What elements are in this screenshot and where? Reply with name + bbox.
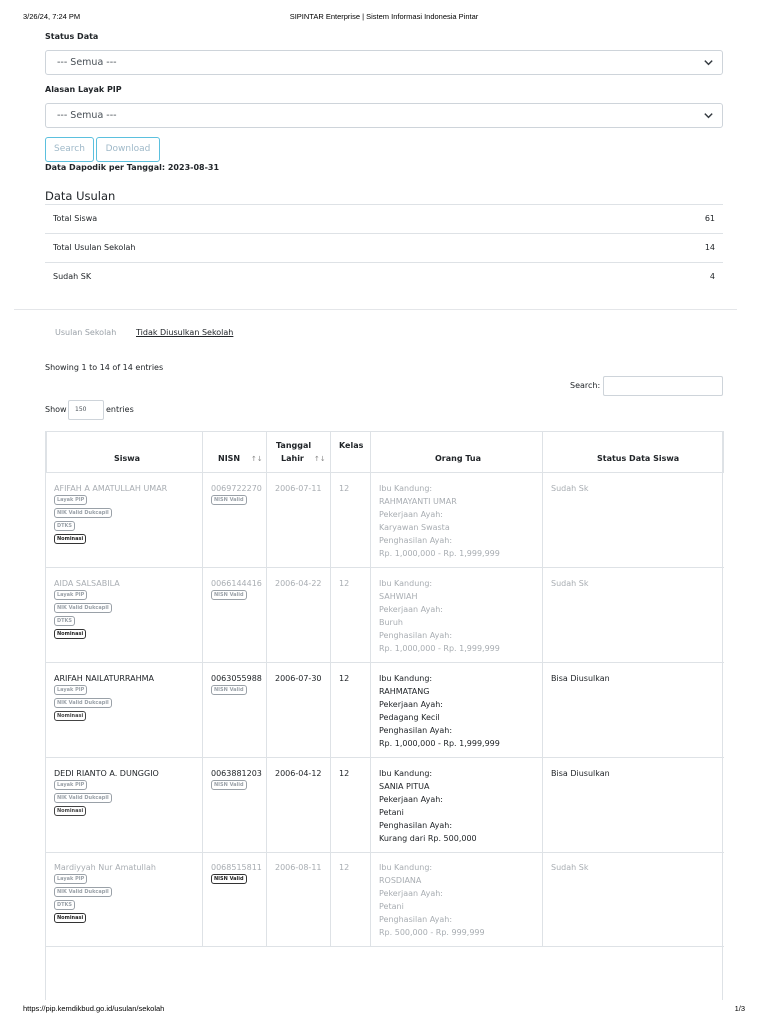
ibu-value: RAHMAYANTI UMAR <box>379 496 457 506</box>
badge-dtks: DTKS <box>54 521 75 531</box>
summary-label: Total Usulan Sekolah <box>53 243 136 252</box>
summary-row <box>45 204 723 233</box>
ibu-label: Ibu Kandung: <box>379 484 433 493</box>
cell-tanggal-lahir <box>266 473 330 568</box>
column-header-tanggal-lahir[interactable] <box>266 431 331 473</box>
column-header-label: NISN <box>218 454 241 463</box>
cell-siswa <box>46 758 202 853</box>
badge-nisn-valid: NISN Valid <box>211 590 247 600</box>
nisn-value: 0069722270 <box>211 484 262 493</box>
column-header-label: Siswa <box>114 454 141 463</box>
search-button[interactable]: Search <box>45 137 94 162</box>
kelas-value: 12 <box>339 769 350 778</box>
birth-date: 2006-04-22 <box>275 579 322 588</box>
birth-date: 2006-07-30 <box>275 674 322 683</box>
status-data-label: Status Data <box>45 32 99 41</box>
badge-layak-pip: Layak PIP <box>54 685 87 695</box>
summary-value: 4 <box>709 272 715 281</box>
table-search-input[interactable] <box>603 376 723 396</box>
badge-nik-valid: NIK Valid Dukcapil <box>54 508 112 518</box>
cell-nisn <box>202 473 266 568</box>
cell-tanggal-lahir <box>266 568 330 663</box>
badge-nik-valid: NIK Valid Dukcapil <box>54 698 112 708</box>
print-page-title: SIPINTAR Enterprise | Sistem Informasi Indonesia Pintar <box>289 12 479 21</box>
cell-orang-tua <box>370 568 542 663</box>
badge-layak-pip: Layak PIP <box>54 590 87 600</box>
status-data-value: --- Semua --- <box>57 57 117 68</box>
cell-kelas <box>330 663 370 758</box>
summary-label: Sudah SK <box>53 272 92 281</box>
column-header-label: Kelas <box>339 441 364 450</box>
birth-date: 2006-04-12 <box>275 769 322 778</box>
penghasilan-label: Penghasilan Ayah: <box>379 914 453 924</box>
student-name: Mardiyyah Nur Amatullah <box>54 863 156 872</box>
status-value: Bisa Diusulkan <box>551 674 610 683</box>
badge-dtks: DTKS <box>54 616 75 626</box>
cell-orang-tua <box>370 758 542 853</box>
ibu-label: Ibu Kandung: <box>379 674 433 683</box>
ibu-label: Ibu Kandung: <box>379 863 433 872</box>
badge-dtks: DTKS <box>54 900 75 910</box>
badge-nominasi: Nominasi <box>54 711 86 721</box>
download-button[interactable]: Download <box>96 137 160 162</box>
chevron-down-icon <box>703 110 714 121</box>
pekerjaan-value: Pedagang Kecil <box>379 712 440 722</box>
sort-icon: ↑↓ <box>314 455 326 463</box>
students-table <box>45 431 723 1000</box>
summary-value: 61 <box>704 214 715 223</box>
print-url: https://pip.kemdikbud.go.id/usulan/sekolah <box>23 1004 165 1013</box>
cell-kelas <box>330 758 370 853</box>
table-info: Showing 1 to 14 of 14 entries <box>45 363 164 372</box>
cell-tanggal-lahir <box>266 758 330 853</box>
cell-siswa <box>46 663 202 758</box>
badge-list <box>54 590 112 642</box>
cell-kelas <box>330 568 370 663</box>
cell-nisn <box>202 568 266 663</box>
ibu-value: SAHWIAH <box>379 591 418 601</box>
table-row <box>46 758 724 853</box>
cell-tanggal-lahir <box>266 852 330 947</box>
kelas-value: 12 <box>339 674 350 683</box>
column-header-kelas[interactable] <box>330 431 371 473</box>
badge-nisn-valid: NISN Valid <box>211 685 247 695</box>
cell-nisn <box>202 852 266 947</box>
cell-nisn <box>202 663 266 758</box>
badge-nik-valid: NIK Valid Dukcapil <box>54 887 112 897</box>
column-header-status[interactable] <box>542 431 724 473</box>
penghasilan-label: Penghasilan Ayah: <box>379 820 453 830</box>
penghasilan-value: Rp. 1,000,000 - Rp. 1,999,999 <box>379 738 500 748</box>
penghasilan-label: Penghasilan Ayah: <box>379 630 453 640</box>
status-value: Bisa Diusulkan <box>551 769 610 778</box>
penghasilan-label: Penghasilan Ayah: <box>379 535 453 545</box>
badge-nisn-valid: NISN Valid <box>211 874 247 884</box>
column-header-siswa[interactable] <box>46 431 203 473</box>
status-value: Sudah Sk <box>551 484 589 493</box>
badge-nominasi: Nominasi <box>54 534 86 544</box>
cell-orang-tua <box>370 852 542 947</box>
print-footer <box>0 1000 768 1024</box>
alasan-layak-select[interactable] <box>45 103 723 128</box>
cell-status <box>542 568 724 663</box>
status-value: Sudah Sk <box>551 863 589 872</box>
pekerjaan-value: Karyawan Swasta <box>379 522 450 532</box>
cell-status <box>542 758 724 853</box>
birth-date: 2006-08-11 <box>275 863 322 872</box>
penghasilan-value: Rp. 500,000 - Rp. 999,999 <box>379 927 485 937</box>
alasan-layak-value: --- Semua --- <box>57 110 117 121</box>
status-data-select[interactable] <box>45 50 723 75</box>
status-value: Sudah Sk <box>551 579 589 588</box>
nisn-value: 0063881203 <box>211 769 262 778</box>
nisn-value: 0066144416 <box>211 579 262 588</box>
section-divider <box>14 309 737 310</box>
penghasilan-value: Kurang dari Rp. 500,000 <box>379 833 477 843</box>
pekerjaan-label: Pekerjaan Ayah: <box>379 699 443 709</box>
penghasilan-value: Rp. 1,000,000 - Rp. 1,999,999 <box>379 643 500 653</box>
tab-usulan-sekolah[interactable]: Usulan Sekolah <box>55 328 117 337</box>
table-search-label: Search: <box>570 381 601 390</box>
pekerjaan-value: Petani <box>379 807 404 817</box>
table-row <box>46 663 724 758</box>
badge-nominasi: Nominasi <box>54 629 86 639</box>
print-page-number: 1/3 <box>734 1004 745 1013</box>
cell-kelas <box>330 473 370 568</box>
dapodik-date: Data Dapodik per Tanggal: 2023-08-31 <box>45 163 220 172</box>
badge-list <box>54 685 112 724</box>
pekerjaan-value: Buruh <box>379 617 403 627</box>
table-row <box>46 568 724 663</box>
ibu-value: ROSDIANA <box>379 875 422 885</box>
badge-layak-pip: Layak PIP <box>54 780 87 790</box>
student-name: AFIFAH A AMATULLAH UMAR <box>54 484 168 493</box>
student-name: AIDA SALSABILA <box>54 579 120 588</box>
badge-list <box>54 874 112 926</box>
student-name: DEDI RIANTO A. DUNGGIO <box>54 769 159 778</box>
badge-layak-pip: Layak PIP <box>54 874 87 884</box>
column-header-label: Lahir <box>281 454 304 463</box>
ibu-value: RAHMATANG <box>379 686 430 696</box>
kelas-value: 12 <box>339 863 350 872</box>
cell-status <box>542 663 724 758</box>
kelas-value: 12 <box>339 579 350 588</box>
cell-orang-tua <box>370 473 542 568</box>
pekerjaan-value: Petani <box>379 901 404 911</box>
cell-kelas <box>330 852 370 947</box>
show-entries-select[interactable]: 150 <box>68 400 104 420</box>
column-header-nisn[interactable] <box>202 431 267 473</box>
summary-value: 14 <box>704 243 715 252</box>
sort-icon: ↑↓ <box>251 455 263 463</box>
badge-nik-valid: NIK Valid Dukcapil <box>54 603 112 613</box>
chevron-down-icon <box>703 57 714 68</box>
cell-siswa <box>46 568 202 663</box>
badge-nisn-valid: NISN Valid <box>211 780 247 790</box>
birth-date: 2006-07-11 <box>275 484 322 493</box>
column-header-label: Orang Tua <box>435 454 482 463</box>
entries-label: entries <box>106 405 134 414</box>
parent-info <box>379 862 485 939</box>
column-header-label: Status Data Siswa <box>597 454 680 463</box>
parent-info <box>379 768 477 845</box>
badge-list <box>54 780 112 819</box>
pekerjaan-label: Pekerjaan Ayah: <box>379 794 443 804</box>
cell-status <box>542 852 724 947</box>
pekerjaan-label: Pekerjaan Ayah: <box>379 604 443 614</box>
summary-label: Total Siswa <box>53 214 98 223</box>
column-header-label: Tanggal <box>276 441 312 450</box>
parent-info <box>379 483 500 560</box>
ibu-label: Ibu Kandung: <box>379 579 433 588</box>
show-entries-label: Show <box>45 405 67 414</box>
ibu-value: SANIA PITUA <box>379 781 430 791</box>
column-header-orang-tua[interactable] <box>370 431 543 473</box>
cell-status <box>542 473 724 568</box>
summary-row <box>45 233 723 262</box>
cell-siswa <box>46 852 202 947</box>
parent-info <box>379 578 500 655</box>
print-datetime: 3/26/24, 7:24 PM <box>23 12 81 21</box>
pekerjaan-label: Pekerjaan Ayah: <box>379 509 443 519</box>
summary-row <box>45 262 723 291</box>
cell-tanggal-lahir <box>266 663 330 758</box>
badge-nominasi: Nominasi <box>54 806 86 816</box>
parent-info <box>379 673 500 750</box>
badge-list <box>54 495 112 547</box>
badge-nisn-valid: NISN Valid <box>211 495 247 505</box>
badge-layak-pip: Layak PIP <box>54 495 87 505</box>
student-name: ARIFAH NAILATURRAHMA <box>54 674 154 683</box>
nisn-value: 0068515811 <box>211 863 262 872</box>
cell-nisn <box>202 758 266 853</box>
data-usulan-title: Data Usulan <box>45 189 116 203</box>
pekerjaan-label: Pekerjaan Ayah: <box>379 888 443 898</box>
penghasilan-value: Rp. 1,000,000 - Rp. 1,999,999 <box>379 548 500 558</box>
alasan-layak-label: Alasan Layak PIP <box>45 85 122 94</box>
table-row <box>46 852 724 947</box>
table-row <box>46 473 724 568</box>
badge-nik-valid: NIK Valid Dukcapil <box>54 793 112 803</box>
kelas-value: 12 <box>339 484 350 493</box>
badge-nominasi: Nominasi <box>54 913 86 923</box>
print-header <box>0 0 768 30</box>
cell-siswa <box>46 473 202 568</box>
tab-tidak-diusulkan-sekolah[interactable]: Tidak Diusulkan Sekolah <box>136 328 234 337</box>
penghasilan-label: Penghasilan Ayah: <box>379 725 453 735</box>
cell-orang-tua <box>370 663 542 758</box>
ibu-label: Ibu Kandung: <box>379 769 433 778</box>
nisn-value: 0063055988 <box>211 674 262 683</box>
